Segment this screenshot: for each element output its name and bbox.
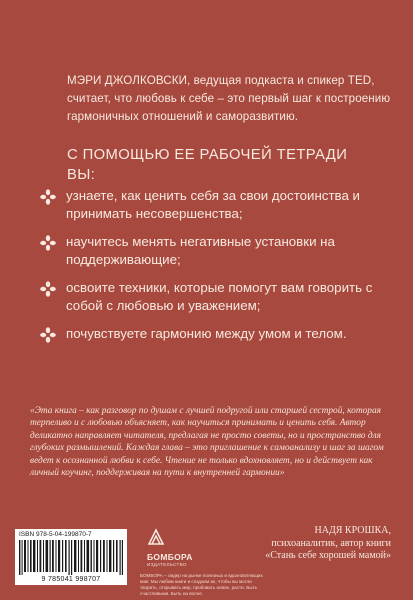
attribution-name: НАДЯ КРОШКА, bbox=[314, 525, 391, 536]
isbn-text: ISBN 978-5-04-199870-7 bbox=[19, 531, 92, 538]
publisher-logo bbox=[147, 528, 207, 567]
barcode-number: 9 785041 998707 bbox=[41, 576, 101, 583]
list-item-text: узнаете, как ценить себя за свои достоинства и принимать несовершенства; bbox=[66, 188, 360, 221]
intro-text: МЭРИ ДЖОЛКОВСКИ, ведущая подкаста и спикер TED, считает, что любовь к себе – это первый шаг к построению гармоничных отношений и саморазвитию. bbox=[67, 74, 391, 123]
list-item bbox=[40, 187, 385, 222]
list-item-text: почувствуете гармонию между умом и телом. bbox=[66, 326, 347, 341]
flower-icon bbox=[40, 235, 56, 251]
attribution-book: «Стань себе хорошей мамой» bbox=[265, 550, 391, 561]
list-item bbox=[40, 233, 385, 268]
flower-icon bbox=[40, 281, 56, 297]
publisher-blurb: БОМБОРА – лидер на рынке полезных и вдохновляющих книг. Мы любим книги и создаем их, чтобы вы могли творить, открывать мир, пробовать новое, расти. Быть счастливыми. Быть на волне. bbox=[140, 573, 263, 596]
bombora-icon bbox=[147, 533, 165, 550]
list-item bbox=[40, 279, 385, 314]
list-item-text: освоите техники, которые помогут вам говорить с собой с любовью и уважением; bbox=[66, 280, 373, 313]
benefits-list bbox=[40, 187, 385, 354]
list-item bbox=[40, 325, 385, 343]
review-quote: «Эта книга – как разговор по душам с лучшей подругой или старшей сестрой, которая терпеливо и с любовью объясняет, как научиться принимать и ценить себя. Автор деликатно направляет читателя, предлагая не просто советы, но и пространство для глубоких размышлений. Каждая глава – это приглашение к самоанализу и шаг за шагом ведет к осознанной любви к себе. Чтение не только вдохновляет, но и действует как личный коучинг, поддерживая на пути к внутренней гармонии» bbox=[30, 406, 384, 479]
publisher-name: БОМБОРА bbox=[147, 552, 193, 562]
list-item-text: научитесь менять негативные установки на поддерживающие; bbox=[66, 234, 335, 267]
flower-icon bbox=[40, 189, 56, 205]
attribution-role: психоаналитик, автор книги bbox=[271, 537, 391, 549]
subheading: С ПОМОЩЬЮ ЕЕ РАБОЧЕЙ ТЕТРАДИ ВЫ: bbox=[67, 147, 348, 183]
barcode-panel bbox=[15, 529, 127, 585]
publisher-sub: ИЗДАТЕЛЬСТВО bbox=[147, 562, 187, 567]
barcode-icon bbox=[19, 540, 123, 580]
flower-icon bbox=[40, 327, 56, 343]
